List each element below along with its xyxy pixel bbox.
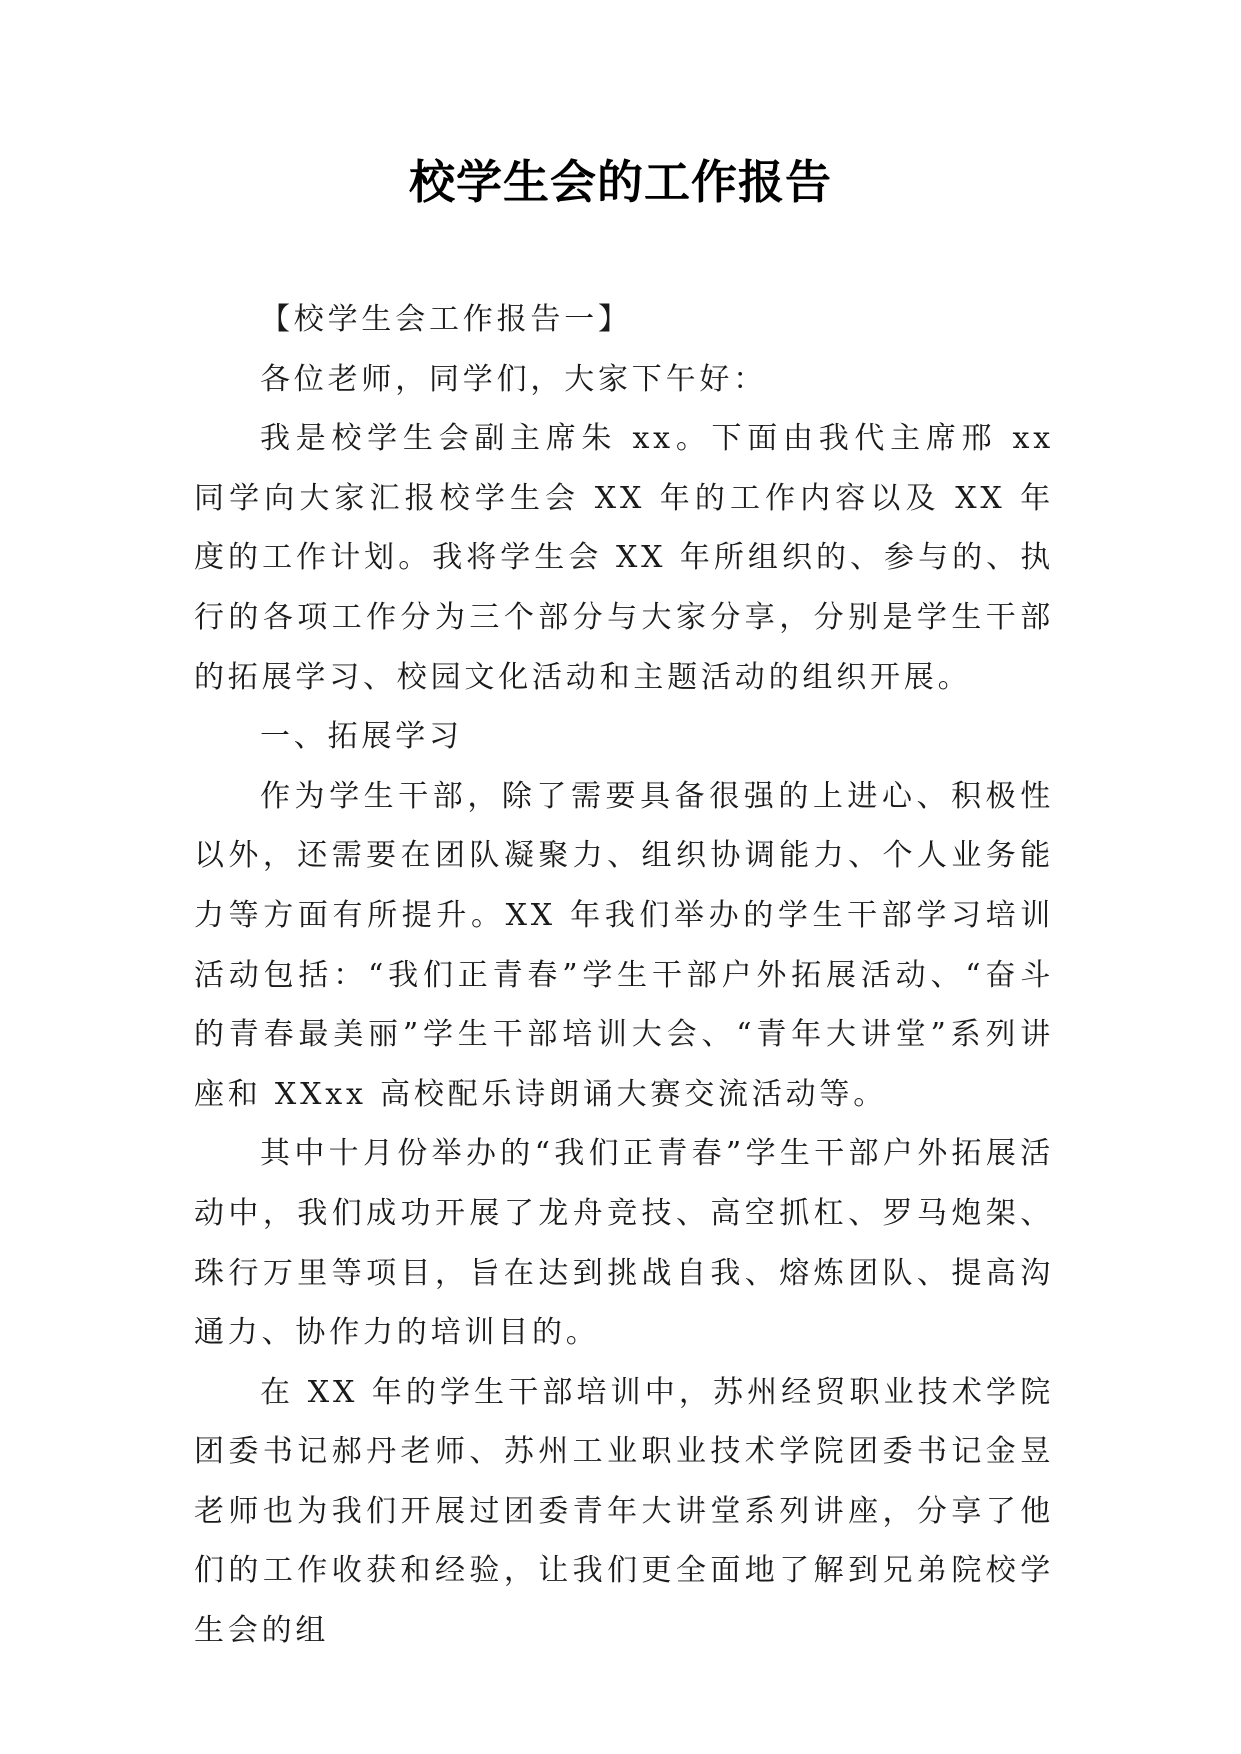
section-heading: 【校学生会工作报告一】: [260, 302, 632, 337]
body-paragraph: 在 XX 年的学生干部培训中，苏州经贸职业技术学院团委书记郝丹老师、苏州工业职业技术学院团委书记金昱老师也为我们开展过团委青年大讲堂系列讲座，分享了他们的工作收获和经验，让我们更全面地了解到兄弟院校学生会的组: [194, 1374, 1054, 1649]
intro-paragraph: 我是校学生会副主席朱 xx。下面由我代主席邢 xx 同学向大家汇报校学生会 XX 年的工作内容以及 XX 年度的工作计划。我将学生会 XX 年所组织的、参与的、执行的各项工作分为三个部分与大家分享，分别是学生干部的拓展学习、校园文化活动和主题活动的组织开展。: [194, 421, 1054, 695]
body-paragraph: 其中十月份举办的“我们正青春”学生干部户外拓展活动中，我们成功开展了龙舟竞技、高空抓杠、罗马炮架、珠行万里等项目，旨在达到挑战自我、熔炼团队、提高沟通力、协作力的培训目的。: [194, 1136, 1054, 1351]
document-body: [194, 290, 1054, 1661]
document-title: 校学生会的工作报告: [409, 155, 832, 209]
greeting: 各位老师，同学们，大家下午好：: [260, 361, 767, 397]
body-paragraph: 作为学生干部，除了需要具备很强的上进心、积极性以外，还需要在团队凝聚力、组织协调能力、个人业务能力等方面有所提升。XX 年我们举办的学生干部学习培训活动包括：“我们正青春”学生干部户外拓展活动、“奋斗的青春最美丽”学生干部培训大会、“青年大讲堂”系列讲座和 XXxx 高校配乐诗朗诵大赛交流活动等。: [194, 778, 1054, 1112]
subsection-heading: 一、拓展学习: [260, 719, 463, 755]
